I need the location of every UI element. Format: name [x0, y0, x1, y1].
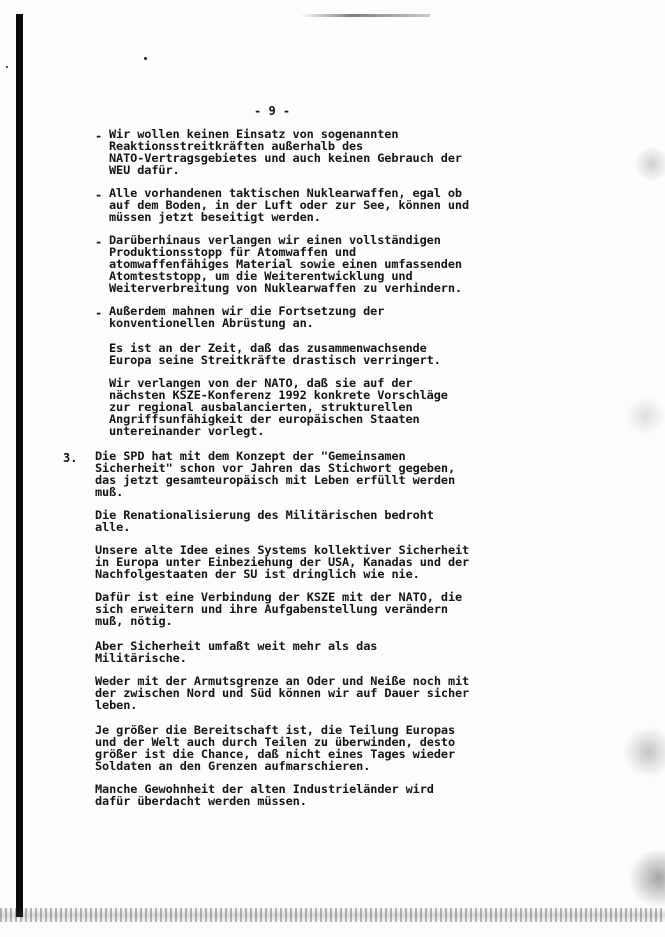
bullet-marker: - [95, 306, 103, 320]
paragraph-line: muß. [95, 485, 124, 499]
bullet-line: Wir wollen keinen Einsatz von sogenannten [109, 127, 399, 141]
bullet-marker: - [95, 235, 103, 249]
scan-speck [6, 66, 8, 68]
scan-edge-left [16, 14, 23, 917]
paragraph-line: Sicherheit" schon vor Jahren das Stichwort gegeben, [95, 461, 455, 475]
bullet-line: Produktionsstopp für Atomwaffen und [109, 245, 357, 259]
paragraph-line: untereinander vorlegt. [109, 424, 265, 438]
paragraph-line: Europa seine Streitkräfte drastisch verringert. [109, 353, 441, 367]
paragraph-line: Je größer die Bereitschaft ist, die Teilung Europas [95, 723, 455, 737]
bullet-line: konventionellen Abrüstung an. [109, 316, 314, 330]
bullet-line: Außerdem mahnen wir die Fortsetzung der [109, 304, 385, 318]
paragraph-line: und der Welt auch durch Teilen zu überwinden, desto [95, 735, 455, 749]
scan-noise-bottom [0, 908, 665, 922]
paragraph-line: Soldaten an den Grenzen aufmarschieren. [95, 759, 371, 773]
section-number: 3. [63, 451, 78, 465]
scan-noise-right [600, 80, 665, 920]
paragraph-line: Angriffsunfähigkeit der europäischen Staaten [109, 412, 420, 426]
bullet-line: Weiterverbreitung von Nuklearwaffen zu verhindern. [109, 281, 462, 295]
paragraph-line: sich erweitern und ihre Aufgabenstellung verändern [95, 602, 448, 616]
scan-streak-top [300, 14, 430, 17]
paragraph-line: in Europa unter Einbeziehung der USA, Kanadas und der [95, 555, 470, 569]
bullet-marker: - [95, 129, 103, 143]
bullet-line: Darüberhinaus verlangen wir einen vollständigen [109, 233, 441, 247]
paragraph-line: Aber Sicherheit umfaßt weit mehr als das [95, 639, 378, 653]
bullet-marker: - [95, 188, 103, 202]
paragraph-line: Es ist an der Zeit, daß das zusammenwachsende [109, 341, 427, 355]
bullet-line: NATO-Vertragsgebietes und auch keinen Gebrauch der [109, 151, 462, 165]
paragraph-line: zur regional ausbalancierten, strukturellen [109, 400, 413, 414]
paragraph-line: das jetzt gesamteuropäisch mit Leben erfüllt werden [95, 473, 455, 487]
bullet-line: WEU dafür. [109, 163, 180, 177]
bullet-line: Atomteststopp, um die Weiterentwicklung und [109, 269, 413, 283]
paragraph-line: muß, nötig. [95, 614, 173, 628]
paragraph-line: Dafür ist eine Verbindung der KSZE mit der NATO, die [95, 590, 463, 604]
paragraph-line: Manche Gewohnheit der alten Industrieländer wird [95, 782, 434, 796]
bullet-line: Reaktionsstreitkräften außerhalb des [109, 139, 364, 153]
bullet-line: atomwaffenfähiges Material sowie einen umfassenden [109, 257, 462, 271]
paragraph-line: dafür überdacht werden müssen. [95, 794, 307, 808]
bullet-line: müssen jetzt beseitigt werden. [109, 210, 321, 224]
bullet-line: auf dem Boden, in der Luft oder zur See, können und [109, 198, 469, 212]
paragraph-line: der zwischen Nord und Süd können wir auf Dauer sicher [95, 686, 470, 700]
paragraph-line: größer ist die Chance, daß nicht eines Tages wieder [95, 747, 455, 761]
paragraph-line: leben. [95, 698, 138, 712]
paragraph-line: Wir verlangen von der NATO, daß sie auf der [109, 376, 413, 390]
bullet-line: Alle vorhandenen taktischen Nuklearwaffen, egal ob [109, 186, 462, 200]
paragraph-line: Nachfolgestaaten der SU ist dringlich wie nie. [95, 567, 420, 581]
scan-edge-top [16, 14, 22, 18]
paragraph-line: Unsere alte Idee eines Systems kollektiver Sicherheit [95, 543, 470, 557]
paragraph-line: Weder mit der Armutsgrenze an Oder und Neiße noch mit [95, 674, 470, 688]
scan-speck [144, 57, 147, 60]
paragraph-line: nächsten KSZE-Konferenz 1992 konkrete Vorschläge [109, 388, 448, 402]
page-number: - 9 - [254, 104, 291, 118]
paragraph-line: Die Renationalisierung des Militärischen bedroht [95, 508, 434, 522]
paragraph-line: Die SPD hat mit dem Konzept der "Gemeinsamen [95, 449, 406, 463]
paragraph-line: alle. [95, 520, 131, 534]
paragraph-line: Militärische. [95, 651, 187, 665]
